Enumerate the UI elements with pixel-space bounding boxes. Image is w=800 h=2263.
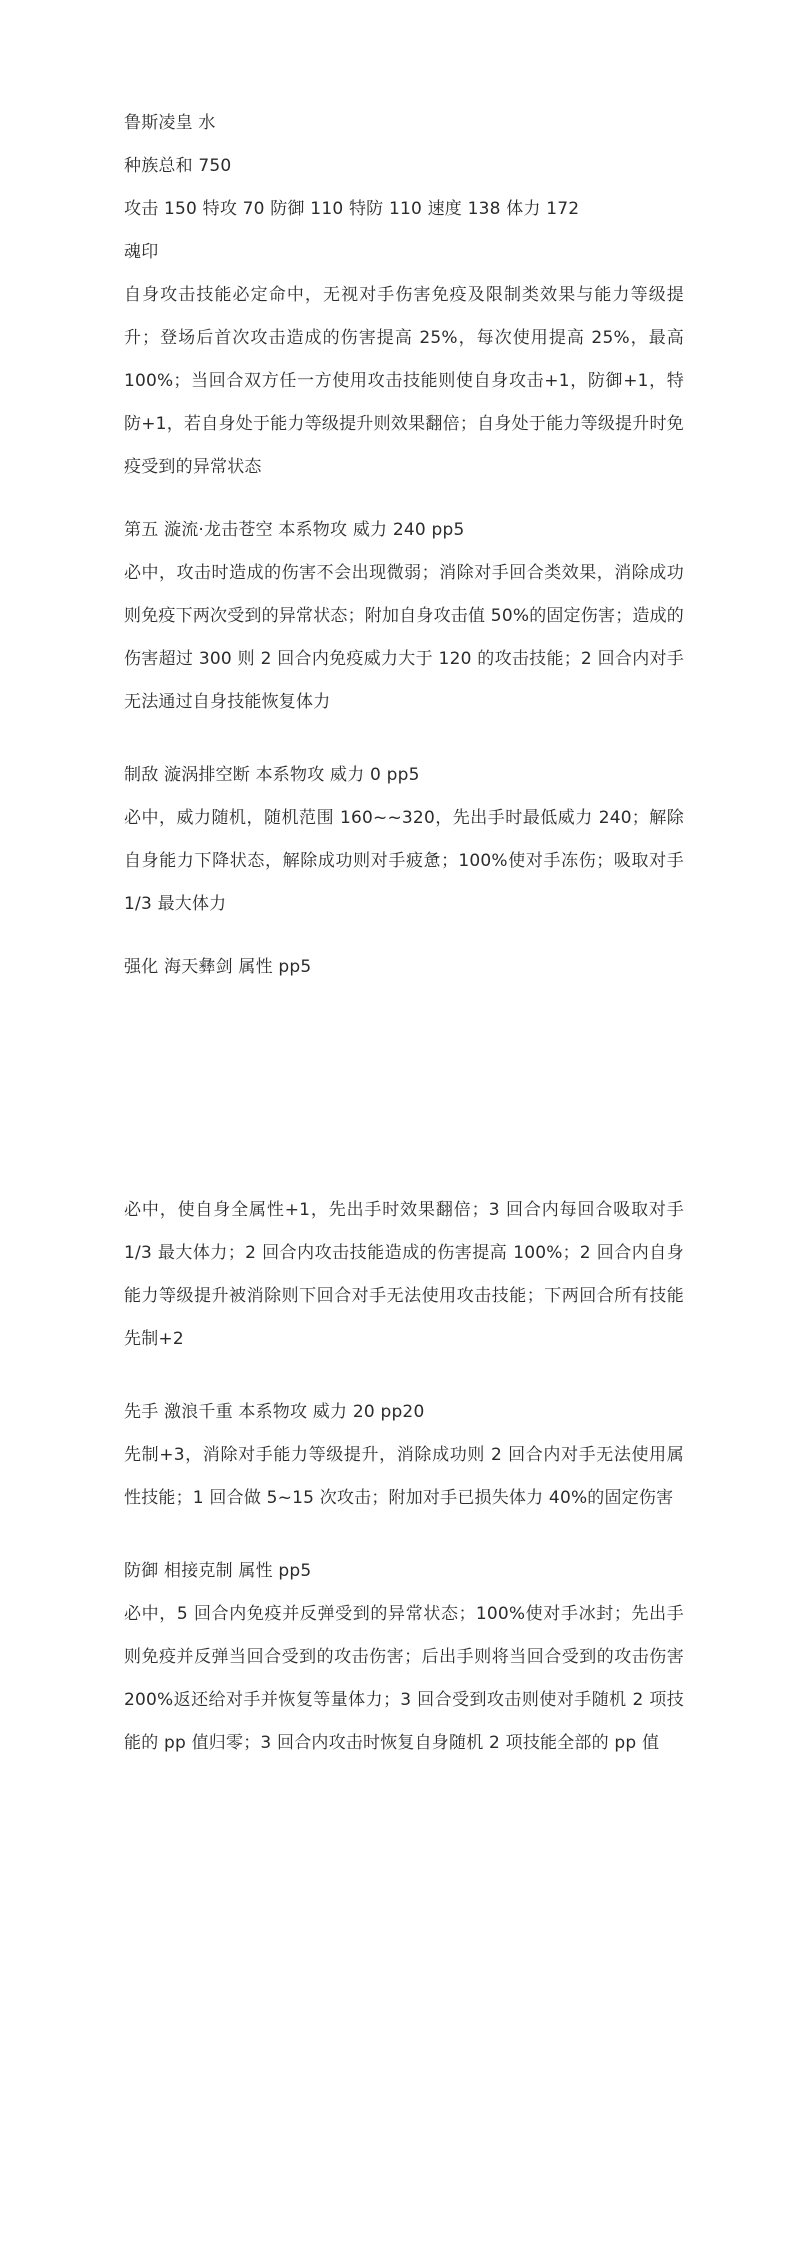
soul-mark-title: 魂印	[124, 242, 159, 262]
skill-desc: 必中，5 回合内免疫并反弹受到的异常状态；100%使对手冰封；先出手则免疫并反弹当回合受到的攻击伤害；后出手则将当回合受到的攻击伤害 200%返还给对手并恢复等量体力；3 回合受到攻击则使对手随机 2 项技能的 pp 值归零；3 回合内攻击时恢复自身随机 2 项技能全部的 pp 值	[124, 1604, 684, 1753]
skill-title: 先手 激浪千重 本系物攻 威力 20 pp20	[124, 1402, 425, 1422]
skill-title: 防御 相接克制 属性 pp5	[124, 1561, 312, 1581]
skill-title: 第五 漩流·龙击苍空 本系物攻 威力 240 pp5	[124, 520, 465, 540]
skill-desc: 必中，威力随机，随机范围 160~~320，先出手时最低威力 240；解除自身能力下降状态，解除成功则对手疲惫；100%使对手冻伤；吸取对手 1/3 最大体力	[124, 808, 684, 914]
skill-title: 强化 海天彝剑 属性 pp5	[124, 957, 312, 977]
race-total: 种族总和 750	[124, 156, 232, 176]
stat-line: 攻击 150 特攻 70 防御 110 特防 110 速度 138 体力 172	[124, 199, 580, 219]
document-body	[124, 102, 684, 1765]
skill-desc: 必中，使自身全属性+1，先出手时效果翻倍；3 回合内每回合吸取对手 1/3 最大体力；2 回合内攻击技能造成的伤害提高 100%；2 回合内自身能力等级提升被消除则下回合对手无法使用攻击技能；下两回合所有技能先制+2	[124, 1200, 684, 1349]
skill-title: 制敌 漩涡排空断 本系物攻 威力 0 pp5	[124, 765, 420, 785]
skill-desc: 必中，攻击时造成的伤害不会出现微弱；消除对手回合类效果，消除成功则免疫下两次受到的异常状态；附加自身攻击值 50%的固定伤害；造成的伤害超过 300 则 2 回合内免疫威力大于 120 的攻击技能；2 回合内对手无法通过自身技能恢复体力	[124, 563, 684, 712]
skill-desc: 先制+3，消除对手能力等级提升，消除成功则 2 回合内对手无法使用属性技能；1 回合做 5~15 次攻击；附加对手已损失体力 40%的固定伤害	[124, 1445, 684, 1508]
pet-name: 鲁斯凌皇 水	[124, 113, 216, 133]
soul-mark-desc: 自身攻击技能必定命中，无视对手伤害免疫及限制类效果与能力等级提升；登场后首次攻击造成的伤害提高 25%，每次使用提高 25%，最高 100%；当回合双方任一方使用攻击技能则使自身攻击+1，防御+1，特防+1，若自身处于能力等级提升则效果翻倍；自身处于能力等级提升时免疫受到的异常状态	[124, 285, 684, 477]
blank-space	[124, 989, 684, 1189]
